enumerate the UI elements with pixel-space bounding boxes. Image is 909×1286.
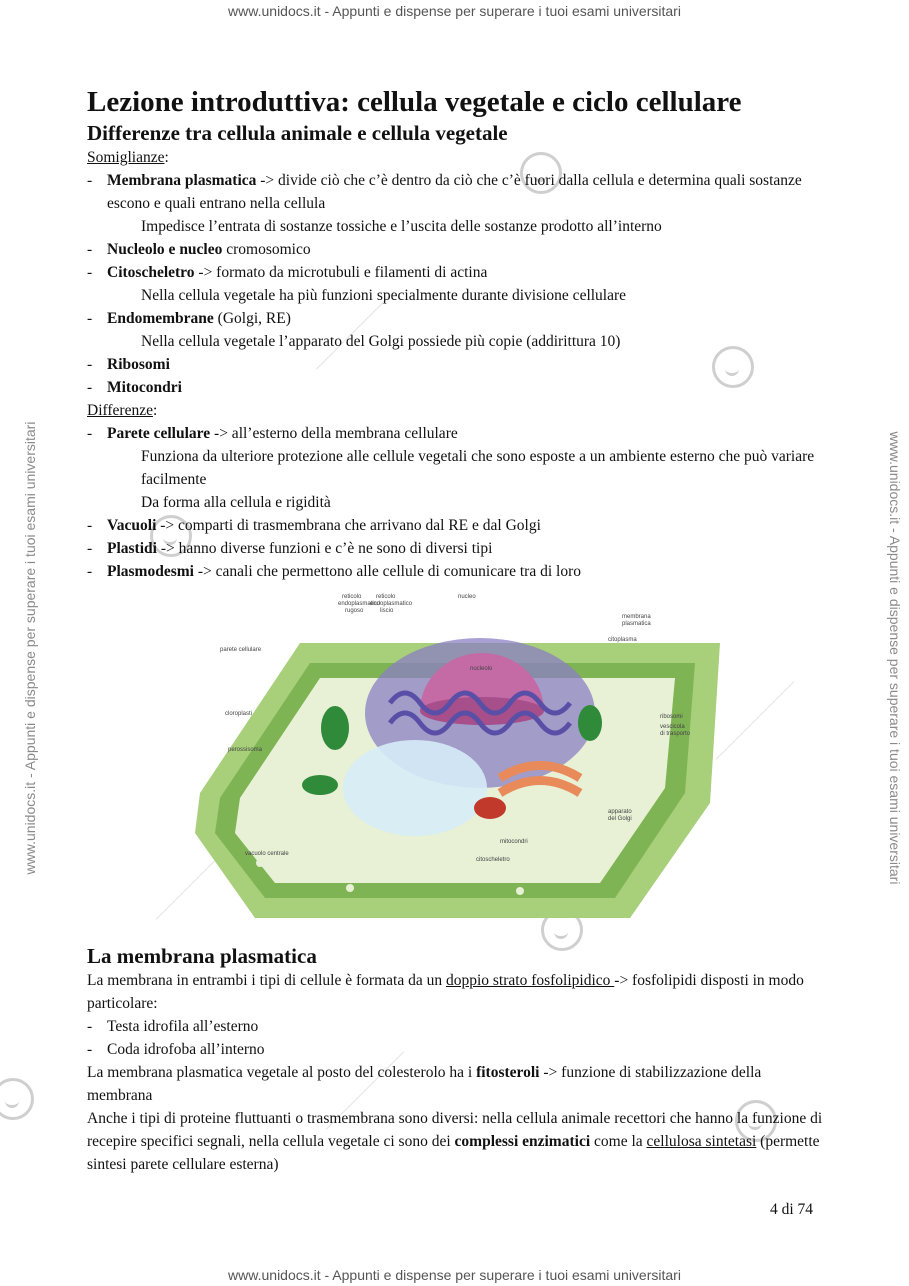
figure-label-membrana-2: plasmatica bbox=[622, 621, 651, 627]
membrane-paragraph-2: La membrana plasmatica vegetale al posto del colesterolo ha i fitosteroli -> funzione di stabilizzazione della membrana bbox=[87, 1064, 762, 1104]
section-heading-differences: Differenze tra cellula animale e cellula vegetale bbox=[87, 121, 508, 145]
figure-label-cloroplasti: cloroplasti bbox=[225, 711, 253, 717]
list-subitem: Da forma alla cellula e rigidità bbox=[141, 494, 331, 511]
list-item: - Citoscheletro -> formato da microtubuli e filamenti di actina bbox=[87, 261, 827, 284]
figure-label-vescicola-1: vescicola bbox=[660, 724, 685, 730]
list-subitem: Impedisce l’entrata di sostanze tossiche e l’uscita delle sostanze prodotto all’interno bbox=[141, 218, 662, 235]
figure-label-ser-3: liscio bbox=[380, 608, 394, 614]
plant-cell-illustration bbox=[190, 593, 725, 923]
figure-label-perossisoma: perossisoma bbox=[228, 747, 263, 753]
similarities-list-cont bbox=[87, 353, 827, 399]
similarities-list-cont bbox=[87, 238, 827, 284]
similarities-label: Somiglianze: bbox=[87, 149, 169, 166]
figure-label-vescicola-2: di trasporto bbox=[660, 731, 691, 737]
figure-label-ser-1: reticolo bbox=[376, 594, 396, 600]
figure-label-mitocondri: mitocondri bbox=[500, 839, 528, 845]
figure-label-parete: parete cellulare bbox=[220, 647, 262, 653]
left-side-watermark: www.unidocs.it - Appunti e dispense per superare i tuoi esami universitari bbox=[22, 421, 38, 875]
membrane-paragraph-3: Anche i tipi di proteine fluttuanti o trasmembrana sono diversi: nella cellula animale recettori che hanno la funzione di recepire specifici segnali, nella cellula vegetale ci sono dei complessi enzimatici come la cellulosa sintetasi (permette sintesi parete cellulare esterna) bbox=[87, 1110, 823, 1173]
figure-label-nucleolo: nucleolo bbox=[470, 666, 493, 672]
header-watermark: www.unidocs.it - Appunti e dispense per superare i tuoi esami universitari bbox=[228, 3, 681, 19]
list-item: - Ribosomi bbox=[87, 353, 827, 376]
list-subitem: Funziona da ulteriore protezione alle cellule vegetali che sono esposte a un ambiente esterno che può variare facilmente bbox=[141, 448, 815, 488]
list-item: - Testa idrofila all’esterno bbox=[87, 1015, 827, 1038]
list-item: - Nucleolo e nucleo cromosomico bbox=[87, 238, 827, 261]
similarities-list bbox=[87, 169, 827, 215]
list-item: - Mitocondri bbox=[87, 376, 827, 399]
figure-label-citoplasma: citoplasma bbox=[608, 637, 637, 643]
list-item: - Parete cellulare -> all’esterno della membrana cellulare bbox=[87, 422, 827, 445]
figure-label-vacuolo: vacuolo centrale bbox=[245, 851, 289, 857]
figure-label-golgi-1: apparato bbox=[608, 809, 632, 815]
figure-label-rer-2: endoplasmatico bbox=[338, 601, 381, 607]
figure-label-golgi-2: del Golgi bbox=[608, 816, 632, 822]
list-subitem: Nella cellula vegetale ha più funzioni specialmente durante divisione cellulare bbox=[141, 287, 627, 304]
list-item: - Coda idrofoba all’interno bbox=[87, 1038, 827, 1061]
list-item: - Membrana plasmatica -> divide ciò che c’è dentro da ciò che c’è fuori dalla cellula e determina quali sostanze escono e quali entrano nella cellula bbox=[87, 169, 827, 215]
membrane-list bbox=[87, 1015, 827, 1061]
right-side-watermark: www.unidocs.it - Appunti e dispense per superare i tuoi esami universitari bbox=[887, 431, 903, 885]
figure-label-ser-2: endoplasmatico bbox=[370, 601, 413, 607]
differences-label: Differenze: bbox=[87, 402, 158, 419]
figure-label-citoscheletro: citoscheletro bbox=[476, 857, 510, 863]
page-title: Lezione introduttiva: cellula vegetale e ciclo cellulare bbox=[87, 86, 742, 118]
list-subitem: Nella cellula vegetale l’apparato del Golgi possiede più copie (addirittura 10) bbox=[141, 333, 621, 350]
figure-label-rer-3: rugoso bbox=[345, 608, 364, 614]
list-item: - Endomembrane (Golgi, RE) bbox=[87, 307, 827, 330]
list-item: - Plastidi -> hanno diverse funzioni e c’è ne sono di diversi tipi bbox=[87, 537, 827, 560]
page-content bbox=[87, 84, 827, 1176]
unidocs-logo-icon bbox=[0, 1078, 34, 1120]
similarities-list-cont bbox=[87, 307, 827, 330]
membrane-paragraph-1: La membrana in entrambi i tipi di cellule è formata da un doppio strato fosfolipidico -> fosfolipidi disposti in modo particolare: bbox=[87, 972, 804, 1012]
figure-label-nucleo: nucleo bbox=[458, 594, 476, 600]
figure-label-membrana-1: membrana bbox=[622, 614, 651, 620]
footer-watermark: www.unidocs.it - Appunti e dispense per superare i tuoi esami universitari bbox=[228, 1267, 681, 1283]
differences-list-cont bbox=[87, 514, 827, 583]
figure-label-rer-1: reticolo bbox=[342, 594, 362, 600]
figure-label-ribosomi: ribosomi bbox=[660, 714, 683, 720]
differences-list bbox=[87, 422, 827, 445]
list-item: - Vacuoli -> comparti di trasmembrana che arrivano dal RE e dal Golgi bbox=[87, 514, 827, 537]
section-heading-membrane: La membrana plasmatica bbox=[87, 944, 317, 968]
list-item: - Plasmodesmi -> canali che permettono alle cellule di comunicare tra di loro bbox=[87, 560, 827, 583]
page-number: 4 di 74 bbox=[770, 1201, 814, 1218]
